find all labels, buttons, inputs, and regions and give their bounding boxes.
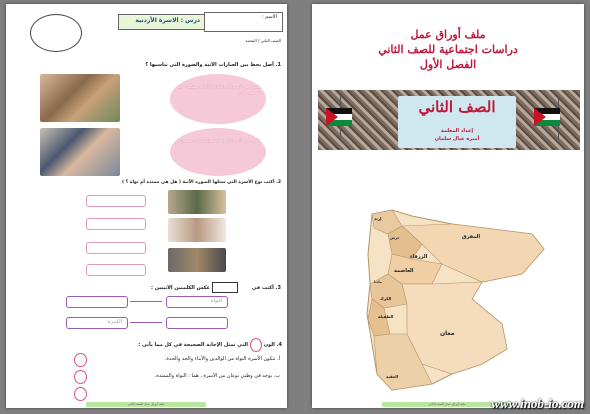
- nuclear-family-photo: [40, 128, 120, 176]
- answer-box-2[interactable]: [86, 218, 146, 230]
- word-1: النواة: [210, 298, 222, 304]
- question-4-rest: التي تمثل الإجابة الصحيحة في كل مما يأتي :: [138, 342, 248, 348]
- statement-2: تتكون من الأب والأم والأبناء يسكنون في بيت واحد: [177, 138, 260, 143]
- family-photo-b: [168, 218, 226, 242]
- map-label-irbid: إربد: [374, 216, 382, 221]
- question-3-rest: عكس الكلمتين الآتيتين :: [150, 285, 210, 291]
- watermark: www.inob-io.com: [491, 396, 584, 411]
- q4-oval-sample: [250, 338, 262, 352]
- statement-1: يتكون من الأب والأم والأبناء والأجداد ويسكنون معا في بيت واحد: [177, 84, 260, 95]
- map-label-amman: العاصمة: [394, 268, 414, 274]
- arrow-2: [130, 322, 162, 323]
- map-label-tafilah: الطفيلة: [378, 314, 394, 319]
- footer-bar: ملف أوراق عمل للصف الثاني: [86, 402, 206, 407]
- answer-2: ب. يوجد في وطني نوعان من الأسرة ، هما : النواة والممتدة.: [154, 373, 280, 379]
- cover-line-1: ملف أوراق عمل: [410, 28, 486, 41]
- statement-bubble-2: [170, 128, 266, 176]
- answer-oval-2[interactable]: [74, 370, 87, 384]
- grade-line: الصف الثاني / الشعبة: [245, 38, 281, 43]
- map-label-maan: معان: [440, 330, 455, 337]
- extended-family-photo: [40, 74, 120, 122]
- teacher-name: أميرة عيال سلمان: [434, 136, 480, 142]
- map-label-jerash: جرش: [390, 236, 400, 240]
- answer-oval-3[interactable]: [74, 387, 87, 401]
- lesson-title: درس : الاسرة الأردنية: [135, 17, 200, 24]
- answer-box-3[interactable]: [86, 242, 146, 254]
- grade-title: الصف الثاني: [418, 98, 496, 116]
- word-2: الكبيرة: [107, 319, 122, 325]
- map-label-aqaba: العقبة: [386, 374, 399, 379]
- cover-footer-bar: ملف أوراق عمل للصف الثاني: [382, 402, 512, 407]
- cover-line-2: دراسات اجتماعية للصف الثاني: [378, 43, 518, 56]
- antonym-box-2[interactable]: [166, 317, 228, 329]
- jordan-map: [332, 204, 562, 394]
- jordan-flag-right: [534, 108, 560, 126]
- answer-box-1[interactable]: [86, 195, 146, 207]
- map-label-madaba: مادبا: [374, 280, 382, 284]
- grade-oval: [30, 14, 82, 52]
- prepared-by: إعداد المعلمة: [440, 128, 474, 134]
- statement-bubble-1: [170, 74, 266, 124]
- map-label-zarqa: الزرقاء: [410, 254, 428, 260]
- answer-box-4[interactable]: [86, 264, 146, 276]
- question-2: 2. أكتب نوع الأسرة التي تمثلها الصورة الآتية ( هل هي ممتدة أم نواة ؟ ): [122, 180, 281, 185]
- cover-page: [312, 4, 584, 408]
- question-1: 1. أصل بخط بين العبارات الآتية والصورة التي تناسبها ؟: [145, 62, 281, 68]
- name-label: الاسم :: [261, 14, 277, 20]
- arrow-1: [130, 301, 162, 302]
- answer-oval-1[interactable]: [74, 353, 87, 367]
- jordan-flag-left: [326, 108, 352, 126]
- antonym-box-1[interactable]: [66, 296, 128, 308]
- worksheet-page: [6, 4, 287, 408]
- question-4: 4. الون: [263, 342, 282, 348]
- family-photo-a: [168, 190, 226, 214]
- cover-line-3: الفصل الأول: [419, 58, 477, 71]
- blank-box[interactable]: [212, 282, 238, 293]
- question-3-label: 3. أكتب في: [251, 285, 281, 291]
- map-label-karak: الكرك: [380, 296, 392, 301]
- family-photo-c: [168, 248, 226, 272]
- answer-1: أ. تتكون الأسرة النواة من الوالدين والأبناء والجد والجدة.: [164, 356, 280, 362]
- map-label-mafraq: المفرق: [462, 234, 481, 240]
